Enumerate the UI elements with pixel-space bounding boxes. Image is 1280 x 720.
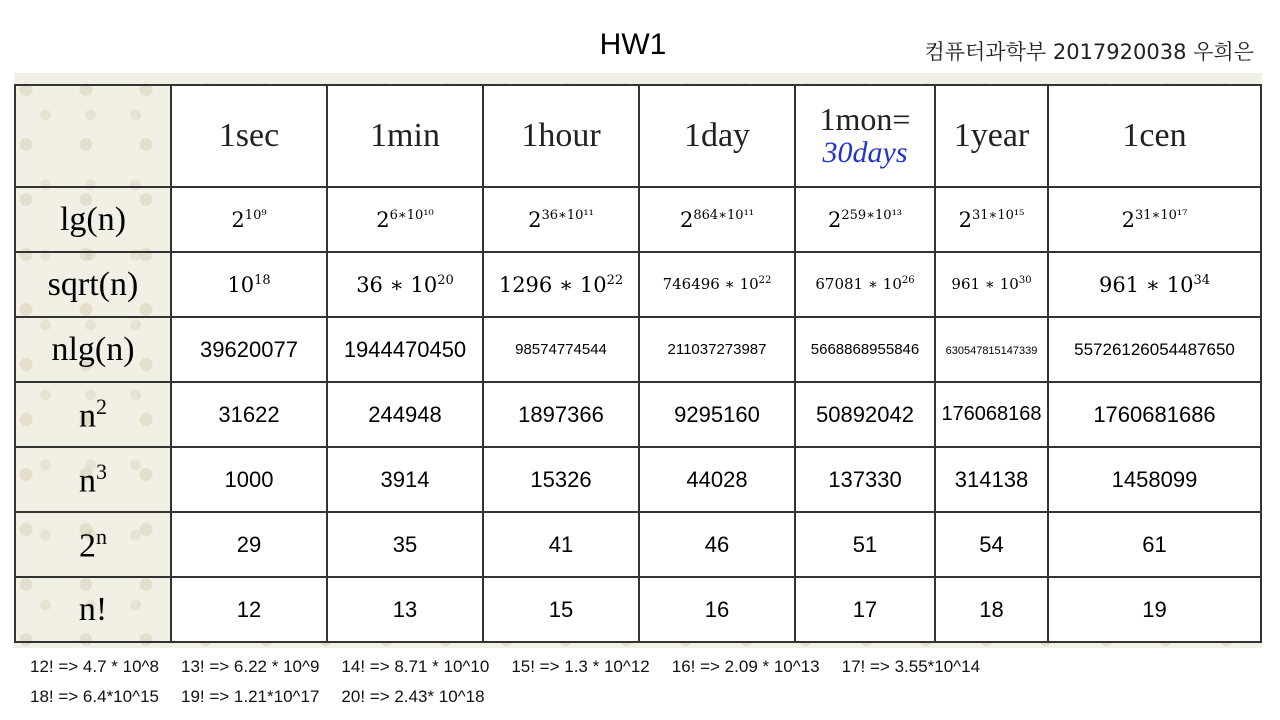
cell-value: 18 xyxy=(979,596,1004,622)
expr-exp: 259∗10¹³ xyxy=(841,207,902,223)
table-cell xyxy=(1048,382,1261,447)
col-header-1mon xyxy=(795,85,935,187)
table-cell xyxy=(935,512,1048,577)
expr-base: 2 xyxy=(828,207,842,232)
col-header-1mon-label: 1mon= xyxy=(819,101,911,137)
expr-base: 2 xyxy=(680,207,694,232)
row-sqrt xyxy=(15,252,1261,317)
notes-line-2 xyxy=(30,682,1002,712)
table-cell xyxy=(795,317,935,382)
expr-exp: 31∗10¹⁵ xyxy=(972,207,1025,223)
table-cell xyxy=(483,317,639,382)
row-header-lg: lg(n) xyxy=(15,187,171,252)
math-expr xyxy=(1122,208,1188,232)
table-cell xyxy=(1048,317,1261,382)
row-header-factorial: n! xyxy=(15,577,171,642)
table-cell xyxy=(171,382,327,447)
cell-value: 54 xyxy=(979,531,1004,557)
cell-value: 61 xyxy=(1142,531,1167,557)
cell-value: 44028 xyxy=(686,466,748,492)
table-cell xyxy=(171,447,327,512)
cell-value: 50892042 xyxy=(816,401,914,427)
row-2n xyxy=(15,512,1261,577)
table-cell xyxy=(1048,187,1261,252)
table-cell xyxy=(795,577,935,642)
row-nlg xyxy=(15,317,1261,382)
cell-value: 98574774544 xyxy=(515,340,607,358)
expr-exp: 31∗10¹⁷ xyxy=(1135,207,1188,223)
cell-value: 29 xyxy=(236,531,262,557)
row-label-base: n xyxy=(79,462,96,500)
cell-value: 19 xyxy=(1142,596,1167,622)
row-label-exp: n xyxy=(96,523,107,549)
cell-value: 17 xyxy=(852,596,878,622)
expr-exp: 20 xyxy=(437,272,454,288)
expr-exp: 26 xyxy=(901,275,915,286)
math-expr xyxy=(815,275,914,293)
expr-exp: 6∗10¹⁰ xyxy=(389,207,434,223)
row-header-2n xyxy=(15,512,171,577)
table-cell xyxy=(171,577,327,642)
math-expr xyxy=(828,208,902,232)
table-cell xyxy=(935,447,1048,512)
col-header-1hour: 1hour xyxy=(483,85,639,187)
corner-cell xyxy=(15,85,171,187)
expr-exp: 18 xyxy=(254,272,271,288)
table-cell xyxy=(171,512,327,577)
cell-value: 15 xyxy=(548,596,574,622)
table-cell xyxy=(795,447,935,512)
expr-exp: 22 xyxy=(758,275,772,286)
row-n2 xyxy=(15,382,1261,447)
math-expr xyxy=(356,273,454,297)
math-expr xyxy=(663,275,772,293)
expr-exp: 36∗10¹¹ xyxy=(541,207,594,223)
table-cell xyxy=(795,187,935,252)
table-cell xyxy=(1048,447,1261,512)
math-expr xyxy=(528,208,594,232)
notes-line-1 xyxy=(30,652,1002,682)
cell-value: 244948 xyxy=(368,401,442,427)
cell-value: 1760681686 xyxy=(1093,401,1216,427)
cell-value: 3914 xyxy=(380,466,430,492)
table-cell xyxy=(1048,252,1261,317)
col-header-1min: 1min xyxy=(327,85,483,187)
note-item: 13! => 6.22 * 10^9 xyxy=(180,657,320,676)
math-expr xyxy=(499,273,623,297)
table-cell xyxy=(327,187,483,252)
table-cell xyxy=(327,317,483,382)
row-label-base: n xyxy=(79,397,96,435)
row-header-n3 xyxy=(15,447,171,512)
row-header-sqrt: sqrt(n) xyxy=(15,252,171,317)
cell-value: 31622 xyxy=(218,401,280,427)
table-cell xyxy=(935,577,1048,642)
factorial-notes xyxy=(30,652,1002,712)
cell-value: 176068168 xyxy=(941,403,1042,425)
expr-base: 2 xyxy=(231,207,245,232)
expr-base: 746496 ∗ 10 xyxy=(662,275,759,293)
cell-value: 5668868955846 xyxy=(810,340,920,358)
cell-value: 41 xyxy=(548,531,574,557)
table-cell xyxy=(327,512,483,577)
cell-value: 35 xyxy=(392,531,418,557)
table-cell xyxy=(639,317,795,382)
table-cell xyxy=(639,512,795,577)
expr-exp: 864∗10¹¹ xyxy=(693,207,754,223)
table-cell xyxy=(483,512,639,577)
table-cell xyxy=(327,382,483,447)
author-info: 컴퓨터과학부 2017920038 우희은 xyxy=(924,40,1254,64)
table-cell xyxy=(935,252,1048,317)
math-expr xyxy=(231,208,266,232)
table-cell xyxy=(639,252,795,317)
expr-base: 2 xyxy=(958,207,973,232)
note-item: 15! => 1.3 * 10^12 xyxy=(511,657,650,676)
math-expr xyxy=(227,273,270,297)
cell-value: 39620077 xyxy=(200,336,298,362)
note-item: 18! => 6.4*10^15 xyxy=(30,687,159,706)
table-cell xyxy=(327,252,483,317)
cell-value: 630547815147339 xyxy=(945,344,1038,357)
math-expr xyxy=(376,208,433,232)
table-cell xyxy=(639,577,795,642)
table-cell xyxy=(795,382,935,447)
table-cell xyxy=(483,187,639,252)
expr-base: 2 xyxy=(376,207,390,232)
cell-value: 211037273987 xyxy=(667,340,767,358)
page-title: HW1 xyxy=(599,28,667,61)
expr-base: 10 xyxy=(227,272,255,297)
table-cell xyxy=(171,317,327,382)
table-cell xyxy=(327,447,483,512)
cell-value: 9295160 xyxy=(674,401,760,427)
table-cell xyxy=(483,577,639,642)
table-cell xyxy=(483,382,639,447)
cell-value: 51 xyxy=(852,531,878,557)
row-n3 xyxy=(15,447,1261,512)
table-cell xyxy=(639,187,795,252)
cell-value: 15326 xyxy=(530,466,592,492)
expr-base: 1296 ∗ 10 xyxy=(498,272,607,297)
cell-value: 1000 xyxy=(224,466,274,492)
note-item: 19! => 1.21*10^17 xyxy=(180,687,320,706)
row-label-exp: 2 xyxy=(96,393,107,419)
cell-value: 46 xyxy=(704,531,730,557)
note-item: 17! => 3.55*10^14 xyxy=(841,657,981,676)
table-cell xyxy=(935,317,1048,382)
math-expr xyxy=(1099,273,1210,297)
row-lg xyxy=(15,187,1261,252)
cell-value: 137330 xyxy=(828,466,902,492)
col-header-1year: 1year xyxy=(935,85,1048,187)
expr-base: 961 ∗ 10 xyxy=(951,275,1019,293)
col-header-1sec: 1sec xyxy=(171,85,327,187)
note-item: 12! => 4.7 * 10^8 xyxy=(30,657,159,676)
note-item: 20! => 2.43* 10^18 xyxy=(341,687,485,706)
expr-base: 961 ∗ 10 xyxy=(1099,272,1194,297)
expr-exp: 34 xyxy=(1193,272,1210,288)
table-cell xyxy=(935,382,1048,447)
row-header-n2 xyxy=(15,382,171,447)
expr-base: 2 xyxy=(1121,207,1136,232)
note-item: 16! => 2.09 * 10^13 xyxy=(671,657,820,676)
cell-value: 1458099 xyxy=(1111,466,1198,492)
expr-base: 36 ∗ 10 xyxy=(356,272,438,297)
table-cell xyxy=(1048,577,1261,642)
expr-exp: 22 xyxy=(606,272,624,288)
expr-base: 67081 ∗ 10 xyxy=(815,275,902,293)
table-cell xyxy=(327,577,483,642)
cell-value: 16 xyxy=(704,596,730,622)
table-cell xyxy=(795,252,935,317)
cell-value: 314138 xyxy=(954,466,1029,492)
table-cell xyxy=(639,447,795,512)
expr-exp: 10⁹ xyxy=(244,207,267,223)
table-cell xyxy=(1048,512,1261,577)
expr-exp: 30 xyxy=(1018,275,1032,286)
header-row xyxy=(15,85,1261,187)
cell-value: 1944470450 xyxy=(343,336,467,362)
cell-value: 1897366 xyxy=(518,401,604,427)
table-cell xyxy=(171,187,327,252)
math-expr xyxy=(959,208,1025,232)
table-cell xyxy=(639,382,795,447)
row-label-exp: 3 xyxy=(96,458,107,484)
note-item: 14! => 8.71 * 10^10 xyxy=(341,657,490,676)
expr-base: 2 xyxy=(528,207,542,232)
col-header-1cen: 1cen xyxy=(1048,85,1261,187)
table-cell xyxy=(483,252,639,317)
cell-value: 55726126054487650 xyxy=(1074,339,1235,359)
col-header-30days: 30days xyxy=(822,136,908,169)
row-label-base: 2 xyxy=(79,527,96,565)
table-cell xyxy=(483,447,639,512)
complexity-table xyxy=(14,84,1262,643)
table-cell xyxy=(935,187,1048,252)
math-expr xyxy=(951,275,1031,293)
cell-value: 13 xyxy=(392,596,418,622)
math-expr xyxy=(680,208,754,232)
col-header-1day: 1day xyxy=(639,85,795,187)
table-cell xyxy=(171,252,327,317)
row-factorial xyxy=(15,577,1261,642)
row-header-nlg: nlg(n) xyxy=(15,317,171,382)
table-cell xyxy=(795,512,935,577)
cell-value: 12 xyxy=(236,596,262,622)
